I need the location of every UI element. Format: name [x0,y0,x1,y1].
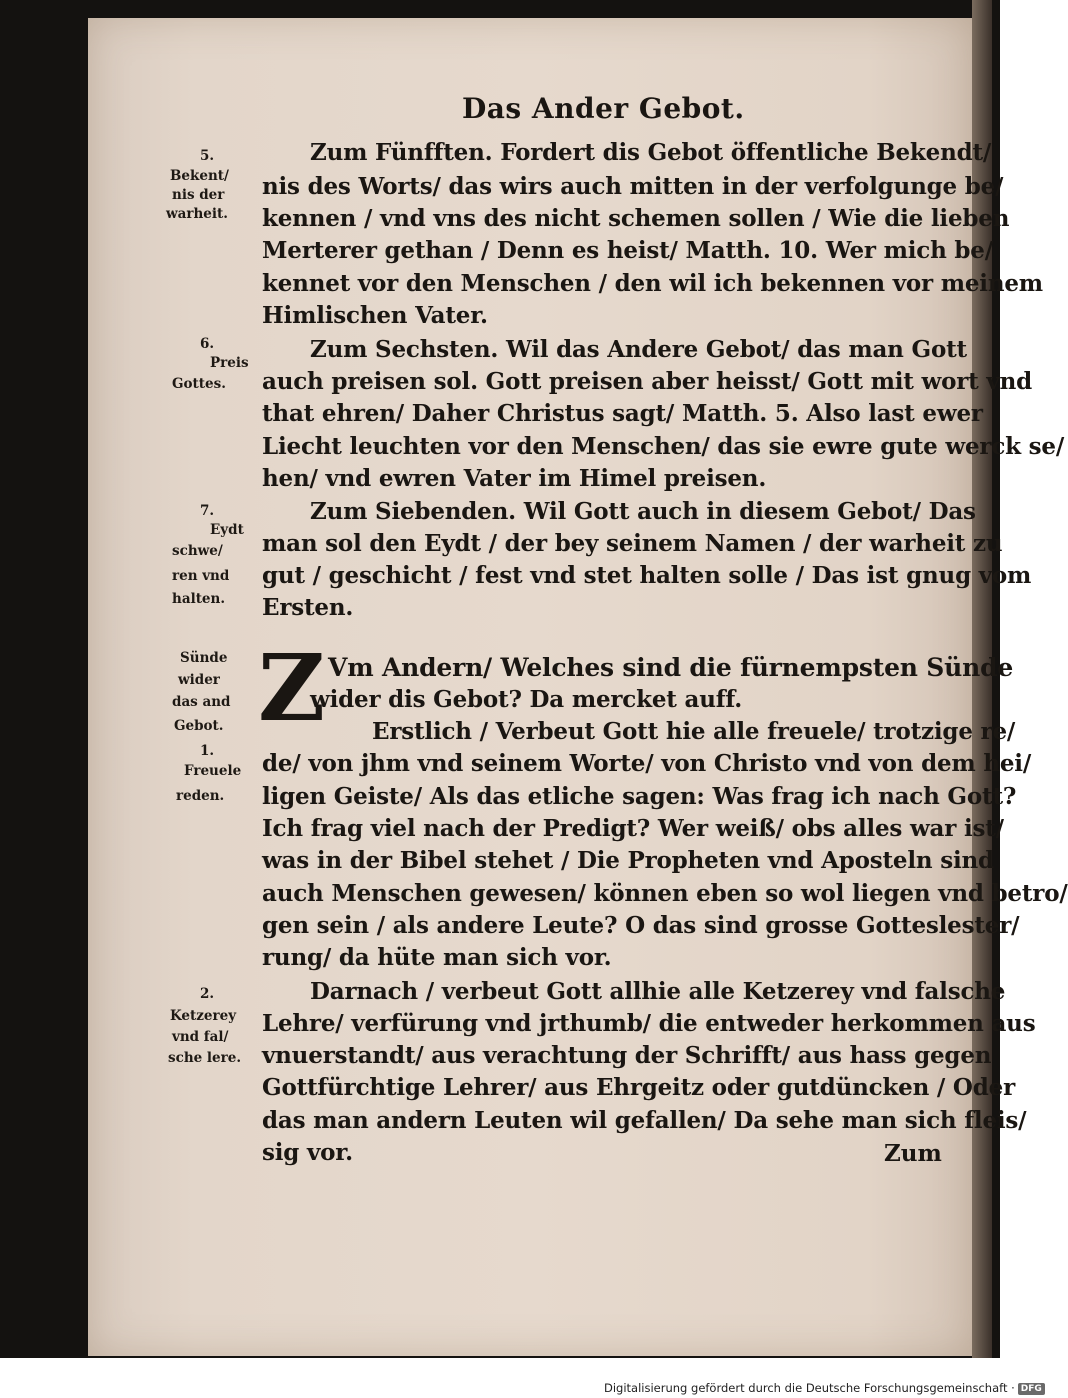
text-line: Himlischen Vater. [262,302,488,329]
margin-note: das and [172,694,231,710]
margin-note: Gottes. [172,376,226,392]
text-line: Zum Sechsten. Wil das Andere Gebot/ das man Gott [310,336,967,363]
text-line: Erstlich / Verbeut Gott hie alle freuele/ trotzige re/ [372,718,1016,745]
margin-note: Eydt [210,522,244,538]
margin-note: Bekent/ [170,168,229,184]
text-line: auch Menschen gewesen/ können eben so wol liegen vnd betro/ [262,880,1068,907]
margin-note: warheit. [166,206,228,222]
catchword: Zum [884,1140,942,1167]
text-line: Liecht leuchten vor den Menschen/ das sie ewre gute werck se/ [262,433,1065,460]
margin-note: reden. [176,788,225,804]
text-line: Vm Andern/ Welches sind die fürnempsten Sünde [328,653,1014,682]
text-line: wider dis Gebot? Da mercket auff. [310,686,743,713]
margin-note: ren vnd [172,568,230,584]
margin-note: Gebot. [174,718,224,734]
text-line: ligen Geiste/ Als das etliche sagen: Was frag ich nach Gott? [262,783,1017,810]
running-head: Das Ander Gebot. [462,92,745,125]
dfg-logo: DFG [1018,1383,1045,1395]
margin-note: 1. [200,743,215,759]
text-line: Merterer gethan / Denn es heist/ Matth. 10. Wer mich be/ [262,237,993,264]
margin-note: 6. [200,336,215,352]
margin-note: 7. [200,503,215,519]
text-line: kennen / vnd vns des nicht schemen sollen / Wie die lieben [262,205,1010,232]
drop-cap: Z [258,634,326,742]
text-line: Zum Fünfften. Fordert dis Gebot öffentliche Bekendt/ [310,139,992,166]
text-line: nis des Worts/ das wirs auch mitten in der verfolgunge be/ [262,173,1004,200]
text-line: Ich frag viel nach der Predigt? Wer weiß/ obs alles war ist/ [262,815,1004,842]
text-line: das man andern Leuten wil gefallen/ Da sehe man sich fleis/ [262,1107,1027,1134]
margin-note: Freuele [184,763,242,779]
margin-note: nis der [172,187,225,203]
margin-note: sche lere. [168,1050,242,1066]
margin-note: schwe/ [172,543,223,559]
text-line: that ehren/ Daher Christus sagt/ Matth. 5. Also last ewer [262,400,983,427]
footer-credit [604,1381,1042,1398]
margin-note: vnd fal/ [172,1029,229,1045]
margin-note: 2. [200,986,215,1002]
margin-note: Sünde [180,650,228,666]
margin-note: Ketzerey [170,1008,237,1024]
text-line: gen sein / als andere Leute? O das sind grosse Gotteslester/ [262,912,1020,939]
margin-note: wider [178,672,220,688]
text-line: Lehre/ verfürung vnd jrthumb/ die entweder herkommen aus [262,1010,1036,1037]
footer-text: Digitalisierung gefördert durch die Deutsche Forschungsgemeinschaft · [604,1381,1015,1395]
text-line: sig vor. [262,1139,353,1166]
text-line: Gottfürchtige Lehrer/ aus Ehrgeitz oder gutdüncken / Oder [262,1074,1015,1101]
margin-note: 5. [200,148,215,164]
text-line: vnuerstandt/ aus verachtung der Schrifft/ aus hass gegen [262,1042,992,1069]
margin-note: halten. [172,591,226,607]
text-line: de/ von jhm vnd seinem Worte/ von Christo vnd von dem hei/ [262,750,1032,777]
text-line: Darnach / verbeut Gott allhie alle Ketzerey vnd falsche [310,978,1006,1005]
text-line: rung/ da hüte man sich vor. [262,944,612,971]
text-line: Zum Siebenden. Wil Gott auch in diesem Gebot/ Das [310,498,976,525]
text-line: kennet vor den Menschen / den wil ich bekennen vor meinem [262,270,1043,297]
margin-note: Preis [210,355,249,371]
text-line: was in der Bibel stehet / Die Propheten vnd Aposteln sind [262,847,994,874]
text-line: hen/ vnd ewren Vater im Himel preisen. [262,465,767,492]
text-line: auch preisen sol. Gott preisen aber heisst/ Gott mit wort vnd [262,368,1032,395]
text-line: gut / geschicht / fest vnd stet halten solle / Das ist gnug vom [262,562,1032,589]
text-line: Ersten. [262,594,354,621]
text-line: man sol den Eydt / der bey seinem Namen / der warheit zu [262,530,1003,557]
